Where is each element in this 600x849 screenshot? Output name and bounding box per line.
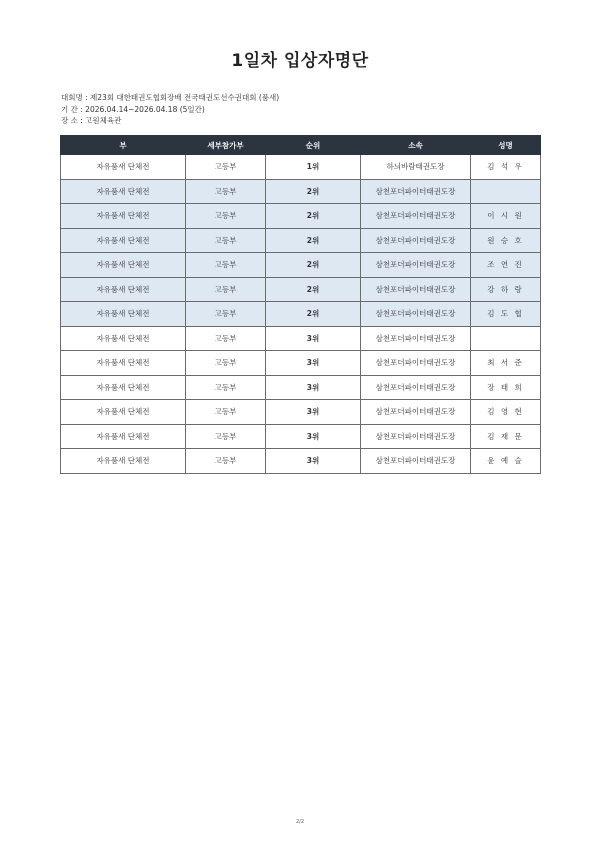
header-team: 소속	[361, 136, 471, 155]
cell-rank: 2위	[266, 253, 361, 278]
cell-division: 자유품새 단체전	[61, 204, 186, 229]
table-row	[61, 277, 541, 302]
cell-rank: 2위	[266, 179, 361, 204]
table-row	[61, 155, 541, 180]
cell-team: 삼천포더파이터태권도장	[361, 204, 471, 229]
table-row	[61, 179, 541, 204]
header-rank: 순위	[266, 136, 361, 155]
cell-name: 장 태 희	[471, 375, 541, 400]
cell-name: 김 재 문	[471, 424, 541, 449]
cell-rank: 3위	[266, 351, 361, 376]
cell-sub-division: 고등부	[186, 253, 266, 278]
table-row	[61, 326, 541, 351]
table-row	[61, 351, 541, 376]
cell-sub-division: 고등부	[186, 400, 266, 425]
cell-team: 삼천포더파이터태권도장	[361, 302, 471, 327]
table-header-row	[61, 136, 541, 155]
cell-team: 삼천포더파이터태권도장	[361, 449, 471, 474]
page-title: 1일차 입상자명단	[231, 51, 369, 71]
cell-team: 삼천포더파이터태권도장	[361, 326, 471, 351]
event-venue: 장 소 : 고원체육관	[61, 116, 122, 125]
cell-sub-division: 고등부	[186, 302, 266, 327]
cell-sub-division: 고등부	[186, 228, 266, 253]
cell-name	[471, 326, 541, 351]
cell-name	[471, 179, 541, 204]
table-row	[61, 449, 541, 474]
header-sub-division: 세부참가부	[186, 136, 266, 155]
header-name: 성명	[471, 136, 541, 155]
table-row	[61, 204, 541, 229]
cell-name: 조 연 진	[471, 253, 541, 278]
table-row	[61, 424, 541, 449]
table-row	[61, 375, 541, 400]
cell-sub-division: 고등부	[186, 204, 266, 229]
cell-rank: 3위	[266, 424, 361, 449]
cell-division: 자유품새 단체전	[61, 351, 186, 376]
cell-rank: 3위	[266, 449, 361, 474]
cell-division: 자유품새 단체전	[61, 277, 186, 302]
cell-team: 삼천포더파이터태권도장	[361, 424, 471, 449]
cell-team: 삼천포더파이터태권도장	[361, 277, 471, 302]
cell-rank: 2위	[266, 302, 361, 327]
table-row	[61, 400, 541, 425]
cell-name: 윤 예 슬	[471, 449, 541, 474]
cell-rank: 3위	[266, 375, 361, 400]
event-period: 기 간 : 2026.04.14~2026.04.18 (5일간)	[61, 104, 205, 114]
cell-name: 최 서 준	[471, 351, 541, 376]
cell-division: 자유품새 단체전	[61, 155, 186, 180]
cell-rank: 1위	[266, 155, 361, 180]
cell-name: 강 하 랑	[471, 277, 541, 302]
cell-sub-division: 고등부	[186, 326, 266, 351]
cell-sub-division: 고등부	[186, 179, 266, 204]
cell-team: 삼천포더파이터태권도장	[361, 179, 471, 204]
header-division: 부	[61, 136, 186, 155]
cell-division: 자유품새 단체전	[61, 302, 186, 327]
cell-sub-division: 고등부	[186, 375, 266, 400]
cell-sub-division: 고등부	[186, 277, 266, 302]
winners-table	[60, 135, 541, 474]
cell-sub-division: 고등부	[186, 449, 266, 474]
cell-team: 삼천포더파이터태권도장	[361, 253, 471, 278]
cell-sub-division: 고등부	[186, 424, 266, 449]
event-name: 대회명 : 제23회 대한태권도협회장배 전국태권도선수권대회 (품새)	[61, 93, 280, 102]
cell-team: 삼천포더파이터태권도장	[361, 375, 471, 400]
cell-rank: 2위	[266, 277, 361, 302]
cell-name: 이 시 원	[471, 204, 541, 229]
cell-team: 삼천포더파이터태권도장	[361, 400, 471, 425]
cell-division: 자유품새 단체전	[61, 253, 186, 278]
cell-rank: 2위	[266, 204, 361, 229]
cell-division: 자유품새 단체전	[61, 424, 186, 449]
table-row	[61, 253, 541, 278]
table-row	[61, 302, 541, 327]
cell-sub-division: 고등부	[186, 155, 266, 180]
cell-name: 원 승 호	[471, 228, 541, 253]
cell-sub-division: 고등부	[186, 351, 266, 376]
cell-division: 자유품새 단체전	[61, 400, 186, 425]
cell-team: 삼천포더파이터태권도장	[361, 351, 471, 376]
event-info	[61, 92, 279, 127]
cell-rank: 3위	[266, 400, 361, 425]
cell-division: 자유품새 단체전	[61, 375, 186, 400]
cell-team: 하늬바람태권도장	[361, 155, 471, 180]
table-row	[61, 228, 541, 253]
cell-rank: 3위	[266, 326, 361, 351]
cell-division: 자유품새 단체전	[61, 228, 186, 253]
page-number: 2/2	[295, 819, 305, 825]
cell-division: 자유품새 단체전	[61, 326, 186, 351]
cell-rank: 2위	[266, 228, 361, 253]
cell-division: 자유품새 단체전	[61, 179, 186, 204]
cell-name: 김 영 현	[471, 400, 541, 425]
cell-team: 삼천포더파이터태권도장	[361, 228, 471, 253]
cell-division: 자유품새 단체전	[61, 449, 186, 474]
cell-name: 김 석 우	[471, 155, 541, 180]
cell-name: 김 도 협	[471, 302, 541, 327]
